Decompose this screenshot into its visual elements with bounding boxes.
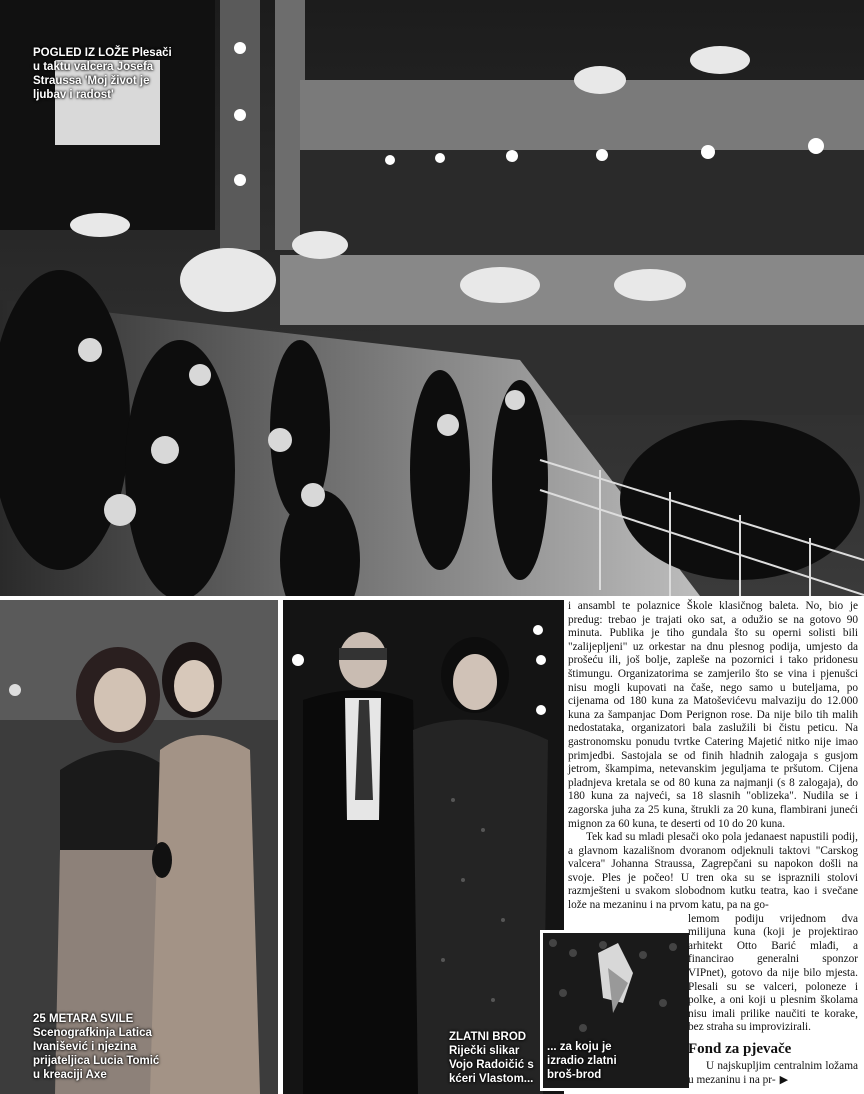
- top-caption-text: Plesači u taktu valcera Josefa Straussa 'Moj život je ljubav i radost': [33, 47, 172, 101]
- top-photo-caption: [33, 46, 173, 102]
- left-photo-caption: [33, 1012, 161, 1082]
- article-paragraph-3-text: U najskupljim centralnim ložama u mezaninu i na pr-: [688, 1060, 858, 1086]
- top-caption-kicker: POGLED IZ LOŽE: [33, 47, 129, 59]
- article-paragraph-2a: Tek kad su mladi plesači oko pola jedanaest napustili podij, a glavnom kazališnom dvoranom odjeknuli taktovi "Carskog valcera" Johanna Straussa, Zagrepčani su napokon došli na svoje. Ples je počeo! U tren oka su se ispraznili stolovi razmješteni u svakom slobodnom kutku teatra, kao i svečane lože na mezaninu i na prvom katu, pa na go-: [568, 831, 858, 912]
- inset-caption-text: ... za koju je izradio zlatni broš-brod: [547, 1041, 617, 1081]
- article-paragraph-1: i ansambl te polaznice Škole klasičnog baleta. No, bio je predug: trebao je trajati oko sat, a odužio se na gotovo 90 minuta. Publika je tiho gundala što su opernі solisti bili "zalijepljeni" uz orkestar na dnu plesnog podija, umjesto da prošeću ili, još bolje, zapleše na pozornici i tako pridonesu štimungu. Organizatorima se zamjerilo što se vina i pjenušci nisu mogli kupovati na čaše, nego samo u buteljama, po cijenama od 180 kuna za Matoševićevu malvaziju do 12.000 kuna za šampanjac Dom Perignon rose. Da nije bilo tih malih nedostataka, organizatori bala zaslužili bi čistu peticu. Na gastronomsku ponudu tvrtke Catering Majetić nitko nije imao primjedbi. Sastojala se od finih hladnih zalogaja s gusjom jetrom, škampima, netevanskim jeguljama te pršutom. Cijena pladnjeva kretala se od 80 kuna za najmanji (s 8 zalogaja), do 180 kuna za najveći, sa 18 slasnih "oblizeka". Nudila se i zagorska juha za 25 kuna, štrukli za 20 kuna, flambirani juneći mignon za 60 kuna, te deserti od 10 do 20 kuna.: [568, 600, 858, 830]
- mid-caption-text: Riječki slikar Vojo Radoičić s kćeri Vlastom...: [449, 1045, 534, 1085]
- left-caption-kicker: 25 METARA SVILE: [33, 1013, 134, 1025]
- article-paragraph-2b: lemom podiju vrijednom dva milijuna kuna (koji je projektirao arhitekt Otto Barić mlađi, a financirao generalni sponzor VIPnet), gotovo da nije bilo mjesta. Plesali su se valceri, poloneze i polke, a oni koji u plesnim školama nisu imali prilike naučiti te korake, bez straha su improvizirali.: [688, 912, 858, 1034]
- article-body: [568, 600, 858, 1090]
- painter-daughter-photo: [283, 600, 564, 1094]
- mid-photo-caption: [449, 1030, 539, 1086]
- continue-arrow-icon: ▶: [779, 1073, 789, 1086]
- article-subhead: Fond za pjevače: [688, 1041, 792, 1057]
- mid-caption-kicker: ZLATNI BROD: [449, 1031, 527, 1043]
- left-caption-text: Scenografkinja Latica Ivanišević i njezina prijateljica Lucia Tomić u kreaciji Axe: [33, 1027, 160, 1081]
- article-paragraph-3: [688, 1060, 858, 1087]
